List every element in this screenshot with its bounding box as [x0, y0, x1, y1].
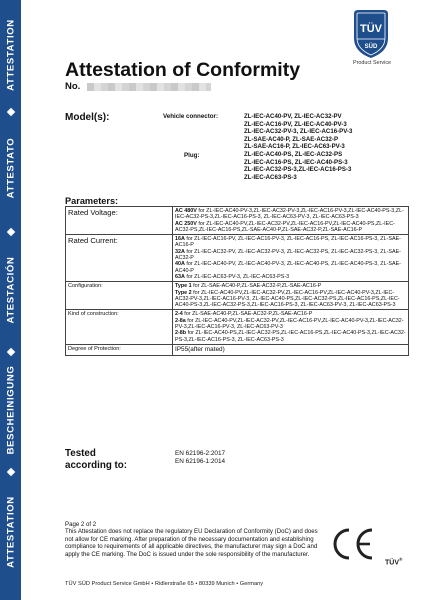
- tuv-mark-text: TÜV: [385, 559, 399, 567]
- parameter-entry-text: for ZL-IEC-AC40-PV-3,ZL-IEC-AC32-PV-3,ZL-IEC-AC16-PV-3,ZL-IEC-AC40-PS-3,ZL-IEC-AC32-PS-3,ZL-IEC-AC16-PS-3, ZL-IEC-AC63-PV-3, ZL-IEC-AC63-PS-3: [175, 208, 404, 221]
- parameter-entry-key: 63A: [175, 273, 185, 280]
- ce-mark-icon: [330, 527, 376, 561]
- vehicle-model-line: ZL-SAE-AC16-P, ZL-IEC-AC63-PV-3: [244, 143, 345, 151]
- parameter-entry-text: for ZL-IEC-AC16-PV, ZL-IEC-AC16-PV-3, ZL-IEC-AC16-PS, ZL-IEC-AC16-PS-3, ZL-SAE-AC16-P: [175, 236, 401, 249]
- parameter-value: [173, 310, 409, 344]
- parameter-entry: [175, 274, 406, 280]
- plug-model-line: ZL-IEC-AC16-PS, ZL-IEC-AC40-PS-3: [244, 158, 348, 166]
- plug-model-line: ZL-IEC-AC32-PS-3,ZL-IEC-AC16-PS-3: [244, 166, 352, 174]
- parameter-entry-key: 32A: [175, 248, 185, 255]
- diamond-icon: [6, 348, 14, 356]
- parameter-row: [66, 282, 409, 310]
- tested-label-line: according to:: [65, 460, 128, 471]
- parameter-row: [66, 235, 409, 282]
- models-label: Model(s):: [65, 112, 110, 123]
- document-number-label: No.: [65, 81, 81, 92]
- parameter-entry-text: for ZL-IEC-AC40-PV,ZL-IEC-AC32-PV,ZL-IEC-AC16-PV,ZL-IEC-AC40-PV-3,ZL-IEC-AC32-PV-3,ZL-IEC-AC16-PV-3, ZL-IEC-AC63-PV-3: [175, 317, 404, 331]
- parameter-entry-key: 40A: [175, 261, 185, 268]
- parameter-entry-text: for ZL-SAE-AC40-P,ZL-SAE-AC32-P,ZL-SAE-AC16-P: [182, 311, 313, 318]
- sidebar-word: BESCHEINIGUNG: [5, 365, 16, 455]
- diamond-icon: [6, 468, 14, 476]
- parameter-entry-key: AC 480V: [175, 208, 197, 214]
- parameter-entry-key: 2-8a: [175, 317, 186, 324]
- vehicle-model-line: ZL-IEC-AC16-PV, ZL-IEC-AC40-PV-3: [244, 120, 347, 128]
- page-number: Page 2 of 2: [65, 521, 97, 528]
- parameter-entry-text: for ZL-IEC-AC32-PV, ZL-IEC-AC32-PV-3, ZL-IEC-AC32-PS, ZL-IEC-AC32-PS-3, ZL-SAE-AC32-P: [175, 248, 401, 262]
- sidebar-band: [0, 0, 21, 600]
- parameter-entry-key: Type 2: [175, 289, 192, 296]
- parameter-entry-text: for ZL-IEC-AC40-PV,ZL-IEC-AC32-PV,ZL-IEC-AC16-PV,ZL-IEC-AC40-PV-3,ZL-IEC-AC32-PV-3,ZL-IEC-AC16-PV-3, ZL-IEC-AC40-PS,ZL-IEC-AC32-PS,ZL-IEC-AC16-PS,ZL-IEC-AC40-PS-3,ZL-IEC-AC32-PS-3,ZL-IEC-AC16-PS-3, ZL-IEC-AC63-PV-3, ZL-IEC-AC63-PS-3: [175, 289, 400, 309]
- parameter-row: [66, 207, 409, 235]
- disclaimer-paragraph: This Attestation does not replace the regulatory EU Declaration of Conformity (DoC) and does not allow for CE marking. After preparation of the necessary documentation and establishing compliance to requirements of all applicable directives, the manufacturer may sign a DoC and apply the CE marking. The DoC is issued under the sole responsibility of the manufacturer.: [65, 528, 318, 558]
- parameter-value: [173, 344, 409, 355]
- redacted-number: [87, 83, 211, 91]
- parameter-entry-key: AC 250V: [175, 220, 197, 227]
- parameter-entry: [175, 249, 406, 262]
- parameter-value: [173, 207, 409, 235]
- standard-item: EN 62196-2:2017: [175, 450, 226, 457]
- plug-model-line: ZL-IEC-AC63-PS-3: [244, 173, 297, 181]
- parameter-label: Rated Current:: [66, 235, 173, 282]
- vehicle-connector-label: Vehicle connector:: [163, 113, 219, 120]
- model-list: [244, 113, 404, 181]
- plug-model-line: ZL-IEC-AC40-PS, ZL-IEC-AC32-PS: [244, 150, 343, 158]
- logo-bottom-text: SÜD: [364, 44, 378, 50]
- sidebar-word: ATTESTATO: [5, 137, 16, 199]
- parameter-value: [173, 282, 409, 310]
- parameter-label: Degree of Protection:: [66, 344, 173, 355]
- parameter-entry: [175, 236, 406, 249]
- vehicle-model-line: ZL-IEC-AC32-PV-3, ZL-IEC-AC16-PV-3: [244, 128, 353, 136]
- vehicle-model-line: ZL-SAE-AC40-P, ZL-SAE-AC32-P: [244, 135, 339, 143]
- parameter-entry: [175, 290, 406, 309]
- parameter-label: Configuration:: [66, 282, 173, 310]
- parameter-entry-key: 2-8b: [175, 330, 187, 337]
- parameter-entry: [175, 330, 406, 343]
- parameter-entry-text: for ZL-IEC-AC40-PV,ZL-IEC-AC32-PV,ZL-IEC-AC16-PV,ZL-IEC-AC40-PS,ZL-IEC-AC32-PS,ZL-IEC-AC16-PS,ZL-SAE-AC40-P,ZL-SAE-AC32-P,ZL-SAE-AC16-P: [175, 220, 395, 233]
- parameter-entry-text: for ZL-IEC-AC63-PV-3, ZL-IEC-AC63-PS-3: [184, 273, 290, 280]
- parameter-entry-key: Type 1: [175, 283, 192, 290]
- page-title: Attestation of Conformity: [65, 59, 301, 81]
- logo-top-text: TÜV: [360, 23, 382, 35]
- standards-list: [175, 450, 225, 466]
- parameter-entry-key: 2-4: [175, 311, 183, 318]
- diamond-icon: [6, 228, 14, 236]
- parameter-row: [66, 344, 409, 355]
- plug-label: Plug:: [184, 152, 200, 159]
- parameter-value: [173, 235, 409, 282]
- company-address: TÜV SÜD Product Service GmbH • Ridlerstraße 65 • 80339 Munich • Germany: [65, 581, 264, 587]
- parameter-label: Rated Voltage:: [66, 207, 173, 235]
- parameter-entry-text: IP55(after mated): [175, 345, 225, 353]
- sidebar-word: ATTESTATION: [5, 19, 16, 91]
- tuv-sud-logo: [342, 8, 400, 60]
- sidebar-word: ATESTACIÓN: [5, 256, 16, 324]
- registered-mark: ®: [399, 557, 403, 562]
- parameter-entry-text: for ZL-IEC-AC40-PS,ZL-IEC-AC32-PS,ZL-IEC-AC16-PS,ZL-IEC-AC40-PS-3,ZL-IEC-AC32-PS-3,ZL-IEC-AC16-PS-3, ZL-IEC-AC63-PS-3: [175, 330, 406, 343]
- parameter-entry: [175, 208, 406, 221]
- parameter-entry: [175, 346, 406, 354]
- tested-label: [65, 448, 127, 472]
- parameter-entry: [175, 318, 406, 331]
- parameter-entry: [175, 221, 406, 234]
- parameter-label: Kind of construction:: [66, 310, 173, 344]
- tuv-mark: [385, 557, 402, 566]
- parameter-entry-text: for ZL-SAE-AC40-P,ZL-SAE-AC32-P,ZL-SAE-AC16-P: [191, 283, 322, 290]
- parameter-entry-key: 16A: [175, 236, 185, 243]
- diamond-icon: [6, 108, 14, 116]
- standard-item: EN 62196-1:2014: [175, 458, 226, 465]
- footer-notice: [65, 521, 327, 558]
- parameters-table: [65, 206, 409, 356]
- vehicle-model-line: ZL-IEC-AC40-PV, ZL-IEC-AC32-PV: [244, 113, 342, 120]
- logo-caption: Product Service: [352, 60, 392, 66]
- parameter-entry: [175, 261, 406, 274]
- parameters-heading: Parameters:: [65, 196, 119, 206]
- parameter-entry-text: for ZL-IEC-AC40-PV, ZL-IEC-AC40-PV-3, ZL-IEC-AC40-PS, ZL-IEC-AC40-PS-3, ZL-SAE-AC40-P: [175, 261, 401, 274]
- parameter-row: [66, 310, 409, 344]
- tested-label-line: Tested: [65, 448, 96, 459]
- sidebar-word: ATTESTATION: [5, 496, 16, 568]
